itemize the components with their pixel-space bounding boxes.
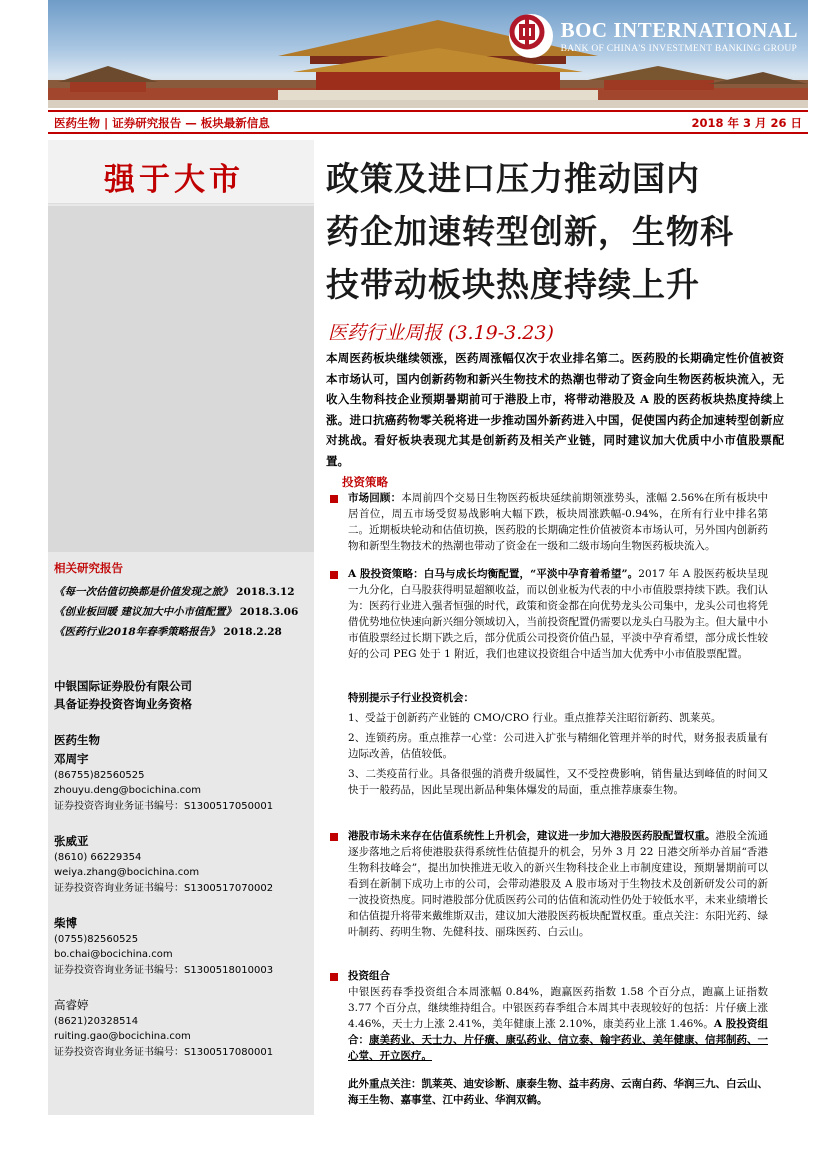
analyst-cert: 证券投资咨询业务证书编号：S1300517050001 [54,800,274,812]
sub-industry-item: 3、二类疫苗行业。具备很强的消费升级属性，又不受控费影响，销售量达到峰值的时间又快于一般药品，因此呈现出新品种集体爆发的局面，重点推荐康泰生物。 [348,768,768,796]
analyst-cert: 证券投资咨询业务证书编号：S1300518010003 [54,964,274,976]
hk-market-paragraph: 港股市场未来存在估值系统性上升机会，建议进一步加大港股医药股配置权重。港股全流通逐步落地之后将使港股获得系统性估值提升的机会，另外 3 月 22 日港交所举办首届“香港生物科技峰会”，提出加快推进无收入的新兴生物科技企业上市制度建设，预期暑期前可以看到在新制下成功上市的公司，会带动港股及 A 股市场对于生物技术及创新研发公司的新一波投资热度。同时港股部分优质医药公司的估值和流动性仍处于较低水平，未来业绩增长和估值提升将带来戴维斯双击，建议加大港股医药板块配置权重。重点关注：东阳光药、绿叶制药、药明生物、先健科技、丽珠医药、白云山。 [348,830,768,938]
report-date: 2018 年 3 月 26 日 [691,116,802,130]
rating: 强于大市 [104,162,244,198]
analyst-email[interactable]: bo.chai@bocichina.com [54,949,173,960]
sub-industry-item: 2、连锁药房。重点推荐一心堂：公司进入扩张与精细化管理并举的时代，财务报表质量有边际改善，估值较低。 [348,732,768,760]
market-review-paragraph: 市场回顾：本周前四个交易日生物医药板块延续前期领涨势头，涨幅 2.56%在所有板块中居首位，周五市场受贸易战影响大幅下跌，板块周涨跌幅-0.94%，在所有行业中排名第二。近期板块轮动和估值切换，医药股的长期确定性价值被资本市场认可，另外国内创新药物和新型生物技术的热潮也带动了资金在一级和二级市场向生物医药板块流入。 [348,492,768,552]
related-report[interactable]: 《每一次估值切换都是价值发现之旅》 2018.3.12 [54,586,295,598]
sidebar [48,140,314,1115]
analyst-name: 邓周宇 [54,752,89,766]
analyst-card [54,998,314,1060]
bullet-icon [330,973,338,981]
analyst-name: 高睿婷 [54,998,89,1012]
analyst-phone: (0755)82560525 [54,933,139,945]
header-banner [48,0,808,108]
sub-industry-item: 1、受益于创新药产业链的 CMO/CRO 行业。重点推荐关注昭衍新药、凯莱英。 [348,712,722,724]
bullet-icon [330,495,338,503]
a-share-strategy-paragraph: A 股投资策略：白马与成长均衡配置，“平淡中孕育着希望”。2017 年 A 股医药板块呈现一九分化，白马股获得明显超额收益，而以创业板为代表的中小市值股票持续下跌。我们认为：医药行业进入强者恒强的时代，政策和资金都在向优势龙头公司集中，龙头公司也将凭借优势地位快速向新兴细分领域切入，当前投资配置仍需要以龙头白马股为主。但大量中小市值股票经过长期下跌之后，部分优质公司投资价值凸显，平淡中孕育希望，部分成长性较好的公司 PEG 处于 1 附近，我们也建议投资组合中适当加大优秀中小市值股票配置。 [348,568,768,660]
chart-placeholder [48,206,314,552]
bullet-icon [330,571,338,579]
logo-title: BOC INTERNATIONAL [560,18,798,42]
analyst-phone: (86755)82560525 [54,769,145,781]
related-reports-heading: 相关研究报告 [54,561,123,575]
report-title: 政策及进口压力推动国内 药企加速转型创新，生物科 技带动板块热度持续上升 [326,159,734,304]
breadcrumb: 医药生物 | 证券研究报告 — 板块最新信息 [54,116,270,130]
analyst-name: 柴博 [54,916,77,930]
focus-stocks-paragraph: 此外重点关注：凯莱英、迪安诊断、康泰生物、益丰药房、云南白药、华润三九、白云山、海王生物、嘉事堂、江中药业、华润双鹤。 [348,1078,768,1106]
qualification: 具备证券投资咨询业务资格 [54,697,192,711]
related-report[interactable]: 《创业板回暖 建议加大中小市值配置》 2018.3.06 [54,606,299,618]
analyst-email[interactable]: weiya.zhang@bocichina.com [54,867,200,878]
category-bar [48,110,808,134]
analyst-name: 张威亚 [54,834,89,848]
portfolio-heading: 投资组合 [348,970,390,982]
company-name: 中银国际证券股份有限公司 [54,679,192,693]
analyst-card [54,834,314,896]
analyst-email[interactable]: ruiting.gao@bocichina.com [54,1031,191,1042]
analyst-card [54,916,314,978]
summary-paragraph: 本周医药板块继续领涨，医药周涨幅仅次于农业排名第二。医药股的长期确定性价值被资本市场认可，国内创新药物和新兴生物技术的热潮也带动了资金向生物医药板块流入，无收入生物科技企业预期暑期前可于港股上市，将带动港股及 A 股的医药板块热度持续上涨。进口抗癌药物零关税将进一步推动国外新药进入中国，促使国内药企加速转型创新应对挑战。看好板块表现尤其是创新药及相关产业链，同时建议加大优质中小市值股票配置。 [326,351,784,468]
analyst-cert: 证券投资咨询业务证书编号：S1300517070002 [54,882,274,894]
sub-industry-heading: 特别提示子行业投资机会： [348,692,474,704]
logo-subtitle: BANK OF CHINA'S INVESTMENT BANKING GROUP [560,44,798,54]
sub-industry-section [348,690,768,798]
boc-logo [509,14,798,58]
report-subtitle: 医药行业周报 (3.19-3.23) [328,322,554,344]
analyst-email[interactable]: zhouyu.deng@bocichina.com [54,785,202,796]
portfolio-paragraph: 投资组合 中银医药春季投资组合本周涨幅 0.84%，跑赢医药指数 1.58 个百分点，跑赢上证指数 3.77 个百分点，继续维持组合。中银医药春季组合本周其中表现较好的包括：片仔癀上涨 4.46%，天士力上涨 2.41%，美年健康上涨 2.10%，康美药业上涨 1.46%。A 股投资组合：康美药业、天士力、片仔癀、康弘药业、信立泰、翰宇药业、美年健康、信邦制药、一心堂、开立医疗。 [348,970,768,1062]
boc-logo-icon [509,14,553,58]
analyst-phone: (8610) 66229354 [54,851,142,863]
related-report[interactable]: 《医药行业2018年春季策略报告》 2018.2.28 [54,626,282,638]
analyst-card [54,752,314,814]
analyst-phone: (8621)20328514 [54,1015,139,1027]
strategy-heading: 投资策略 [342,475,388,489]
sector-label: 医药生物 [54,733,100,747]
rating-box [48,140,314,204]
analyst-cert: 证券投资咨询业务证书编号：S1300517080001 [54,1046,274,1058]
bullet-icon [330,833,338,841]
